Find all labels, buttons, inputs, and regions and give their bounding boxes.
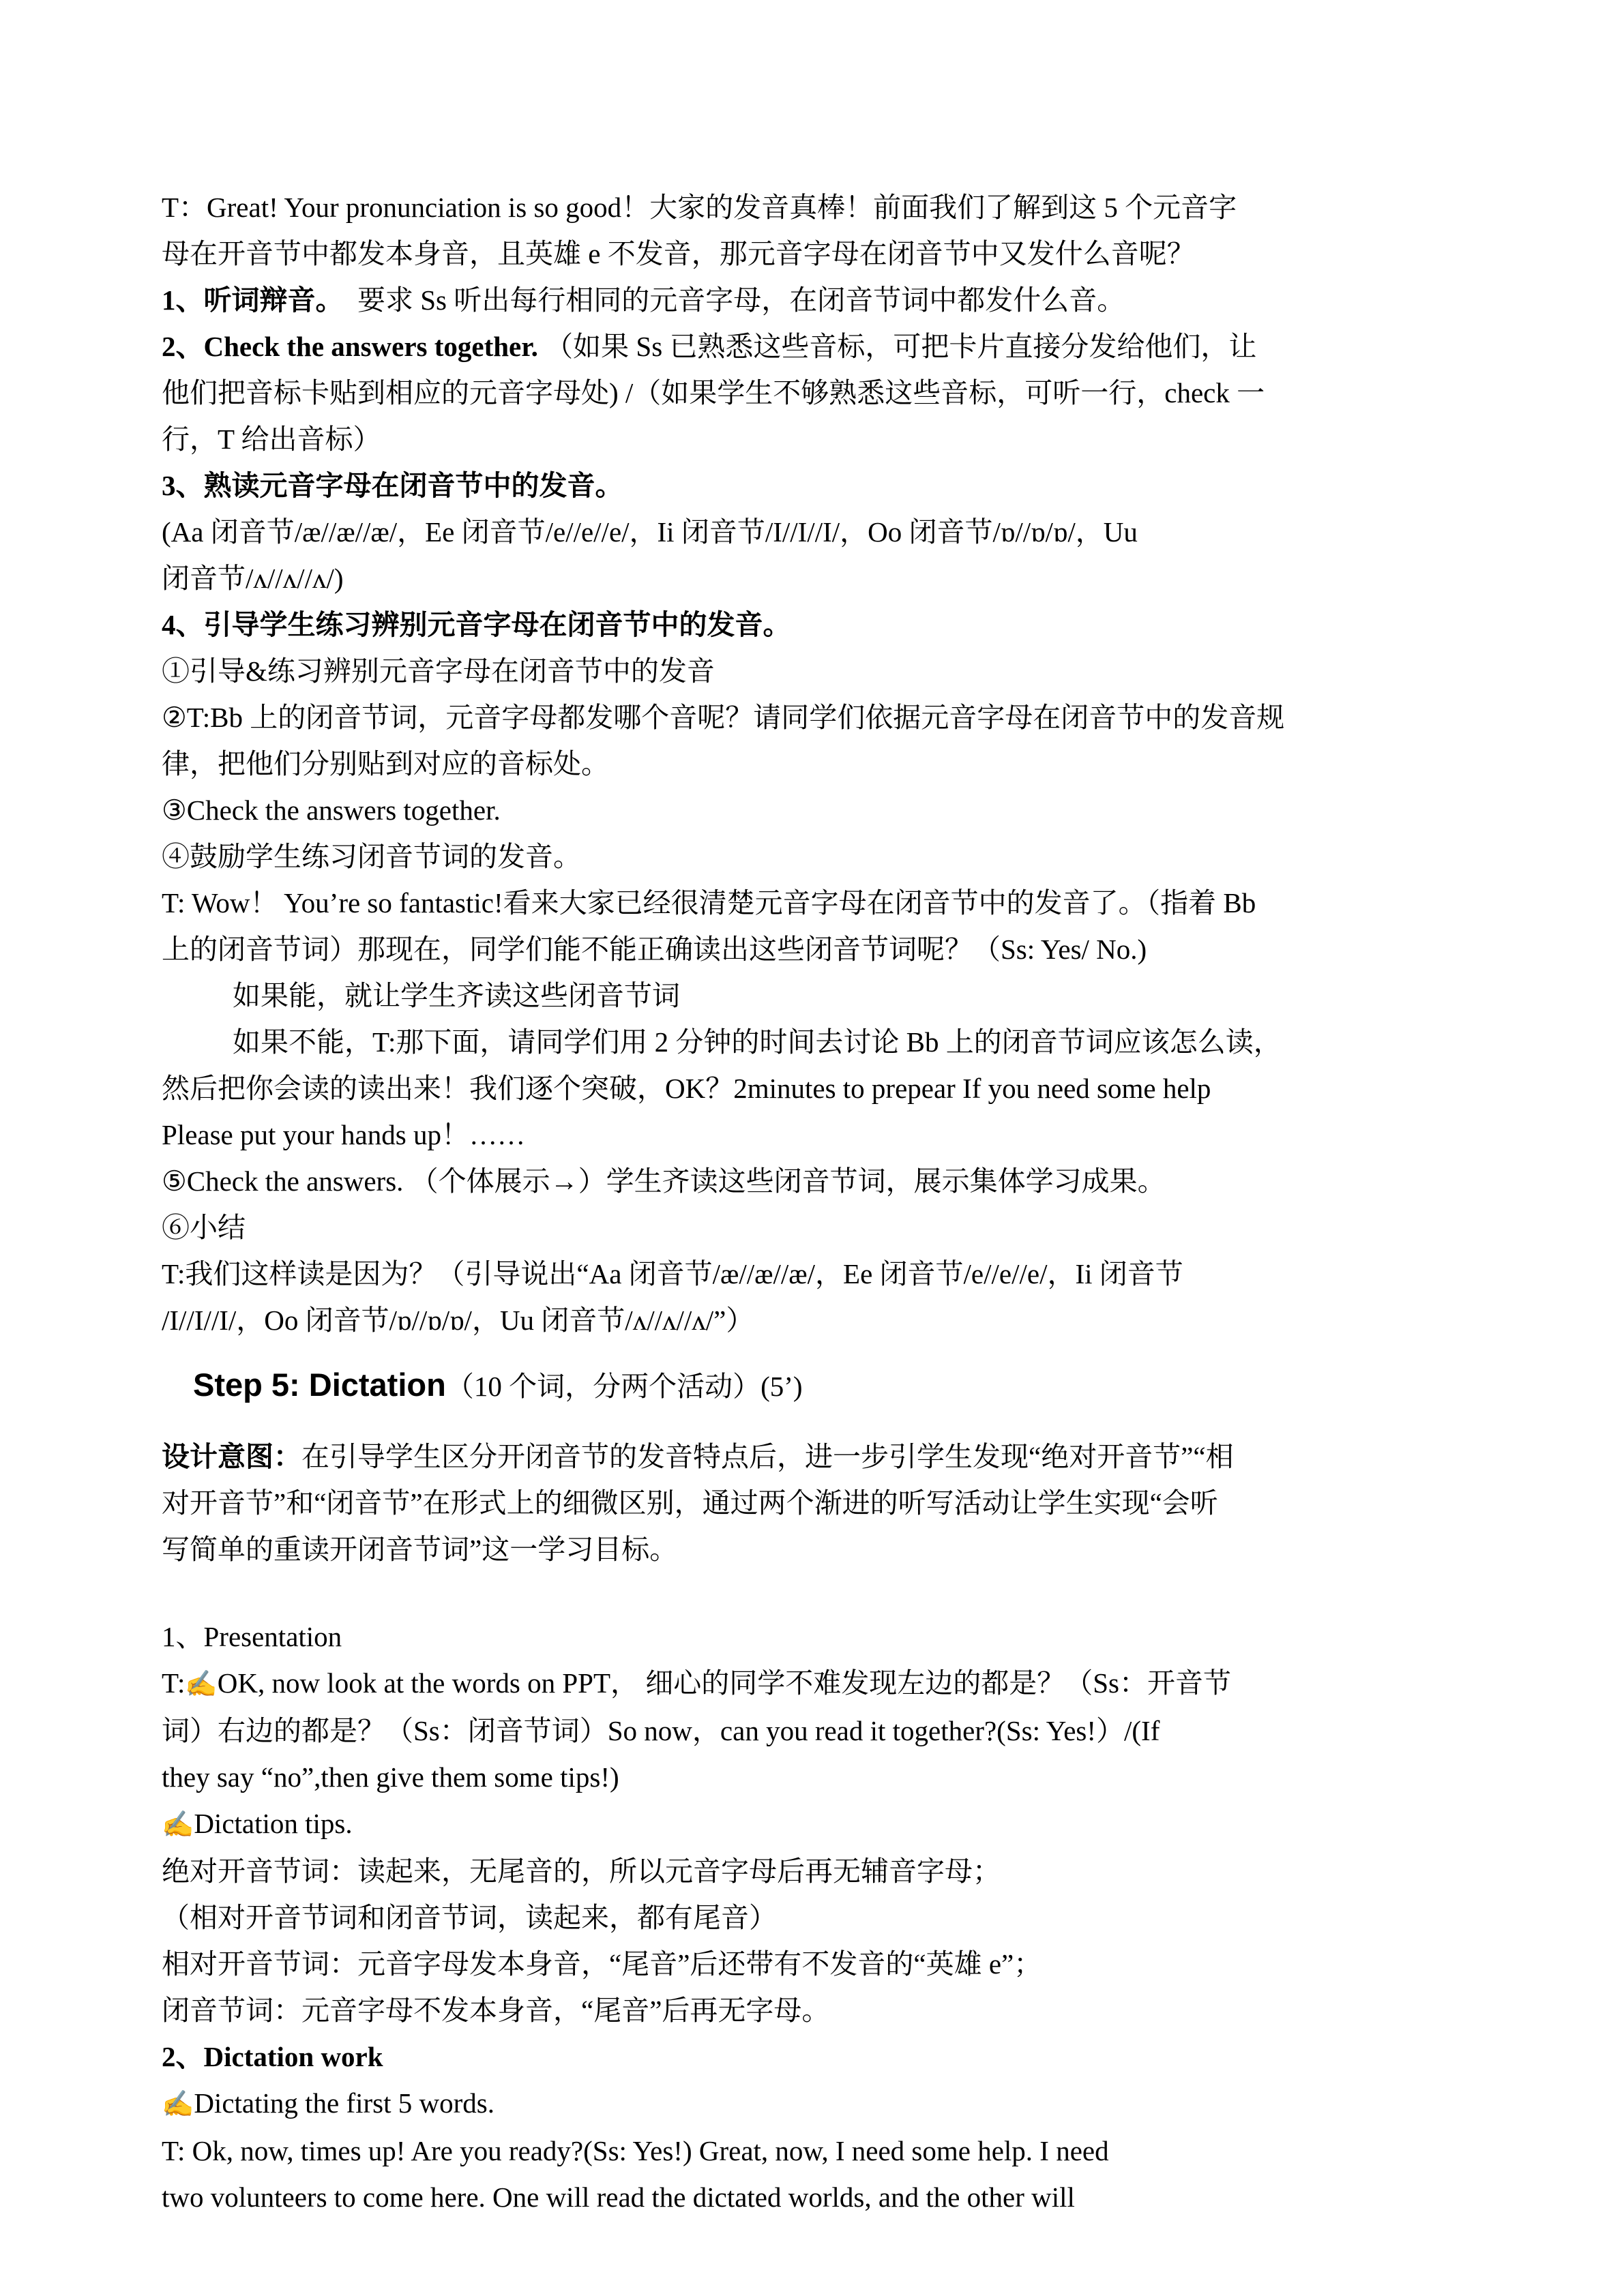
text-run: Dictation tips.: [194, 1808, 353, 1839]
text-line: [162, 880, 1508, 926]
text-line: [162, 833, 1508, 880]
text-line: [162, 1708, 1508, 1754]
text-line: [162, 1894, 1508, 1941]
text-run: (Aa 闭音节/æ//æ//æ/，Ee 闭音节/e//e//e/，Ii 闭音节/I//I//I/，Oo 闭音节/ɒ//ɒ/ɒ/，Uu: [162, 516, 1138, 548]
text-run: 要求 Ss 听出每行相同的元音字母，在闭音节词中都发什么音。: [343, 284, 1125, 316]
text-run: 他们把音标卡贴到相应的元音字母处) /（如果学生不够熟悉这些音标，可听一行，check 一: [162, 377, 1265, 408]
pen-icon: ✍: [162, 1810, 194, 1839]
step-5-heading: [162, 1356, 1508, 1416]
text-run: ⑥小结: [162, 1212, 246, 1243]
text-run: （10 个词，分两个活动）(5’): [445, 1371, 803, 1402]
text-run: 相对开音节词：元音字母发本身音，“尾音”后还带有不发音的“英雄 e”；: [162, 1948, 1042, 1980]
text-line: [162, 509, 1508, 555]
text-line: [162, 277, 1508, 323]
text-run: 绝对开音节词：读起来，无尾音的，所以元音字母后再无辅音字母；: [162, 1855, 1001, 1887]
text-line: [162, 787, 1508, 833]
text-line: [162, 1754, 1508, 1800]
text-line: [162, 926, 1508, 972]
text-line: [162, 1800, 1508, 1848]
text-run: （相对开音节词和闭音节词，读起来，都有尾音）: [162, 1902, 777, 1933]
text-run: Please put your hands up！……: [162, 1119, 525, 1150]
text-run: 4、引导学生练习辨别元音字母在闭音节中的发音。: [162, 609, 791, 640]
text-run: OK, now look at the words on PPT， 细心的同学不难发现左边的都是？（Ss：开音节: [217, 1667, 1232, 1699]
text-line: [162, 462, 1508, 509]
text-run: 1、Presentation: [162, 1621, 342, 1652]
text-line: [162, 1112, 1508, 1158]
text-run: 行，T 给出音标）: [162, 423, 381, 455]
text-run: 设计意图：: [162, 1441, 301, 1472]
text-run: 2、Check the answers together.: [162, 331, 538, 362]
text-line: [162, 1019, 1508, 1065]
text-run: 写简单的重读开闭音节词”这一学习目标。: [162, 1534, 678, 1565]
pen-icon: ✍: [162, 2090, 194, 2119]
text-run: 2、Dictation work: [162, 2041, 383, 2072]
text-run: 上的闭音节词）那现在，同学们能不能正确读出这些闭音节词呢？（Ss: Yes/ No.): [162, 934, 1147, 965]
text-run: ②T:Bb 上的闭音节词，元音字母都发哪个音呢？请同学们依据元音字母在闭音节中的发音规: [162, 702, 1285, 733]
text-line: [162, 230, 1508, 277]
text-run: 1、听词辩音。: [162, 284, 344, 316]
text-run: T: Ok, now, times up! Are you ready?(Ss: Yes!) Great, now, I need some help. I need: [162, 2135, 1109, 2166]
text-line: [162, 184, 1508, 230]
text-run: 律，把他们分别贴到对应的音标处。: [162, 748, 609, 779]
text-line: [162, 1158, 1508, 1204]
text-line: [162, 648, 1508, 694]
text-line: [162, 1480, 1508, 1526]
text-run: 对开音节”和“闭音节”在形式上的细微区别，通过两个渐进的听写活动让学生实现“会听: [162, 1487, 1218, 1519]
text-line: [162, 972, 1508, 1019]
text-line: [162, 741, 1508, 787]
text-line: [162, 1848, 1508, 1894]
text-line: [162, 1660, 1508, 1708]
text-run: T：Great! Your pronunciation is so good！大家的发音真棒！前面我们了解到这 5 个元音字: [162, 192, 1237, 223]
text-line: [162, 1987, 1508, 2033]
text-line: [162, 2033, 1508, 2080]
blank-line: [162, 1572, 1508, 1613]
text-run: 然后把你会读的读出来！我们逐个突破，OK？2minutes to prepear If you need some help: [162, 1073, 1211, 1104]
text-run: Dictating the first 5 words.: [194, 2087, 494, 2119]
text-run: 如果能，就让学生齐读这些闭音节词: [233, 980, 680, 1011]
text-run: 母在开音节中都发本身音，且英雄 e 不发音，那元音字母在闭音节中又发什么音呢？: [162, 238, 1195, 269]
text-line: [162, 2080, 1508, 2128]
text-run: they say “no”,then give them some tips!): [162, 1761, 619, 1793]
text-run: 如果不能，T:那下面，请同学们用 2 分钟的时间去讨论 Bb 上的闭音节词应该怎么读，: [233, 1026, 1282, 1058]
text-line: [162, 2128, 1508, 2174]
text-line: [162, 1433, 1508, 1480]
text-run: 词）右边的都是？（Ss：闭音节词）So now，can you read it together?(Ss: Yes!）/(If: [162, 1715, 1160, 1746]
text-line: [162, 1613, 1508, 1660]
text-line: [162, 1065, 1508, 1112]
text-line: [162, 1941, 1508, 1987]
text-run: ③Check the answers together.: [162, 794, 501, 826]
text-line: [162, 323, 1508, 370]
text-run: Step 5: Dictation: [193, 1367, 446, 1403]
text-line: [162, 1297, 1508, 1343]
text-line: [162, 1251, 1508, 1297]
text-run: T:: [162, 1667, 186, 1699]
text-line: [162, 1204, 1508, 1251]
pen-icon: ✍: [185, 1670, 218, 1699]
text-run: /I//I//I/，Oo 闭音节/ɒ//ɒ/ɒ/，Uu 闭音节/ʌ//ʌ//ʌ/”）: [162, 1304, 754, 1336]
text-run: two volunteers to come here. One will read the dictated worlds, and the other will: [162, 2181, 1075, 2213]
text-line: [162, 601, 1508, 648]
text-line: [162, 555, 1508, 601]
text-run: ⑤Check the answers. （个体展示→）学生齐读这些闭音节词，展示集体学习成果。: [162, 1165, 1166, 1197]
text-run: 3、熟读元音字母在闭音节中的发音。: [162, 470, 623, 501]
text-run: （如果 Ss 已熟悉这些音标，可把卡片直接分发给他们，让: [537, 331, 1257, 362]
text-run: ④鼓励学生练习闭音节词的发音。: [162, 841, 581, 872]
text-run: 在引导学生区分开闭音节的发音特点后，进一步引学生发现“绝对开音节”“相: [301, 1441, 1234, 1472]
document-body: [162, 184, 1508, 2220]
text-run: 闭音节词：元音字母不发本身音，“尾音”后再无字母。: [162, 1995, 830, 2026]
text-line: [162, 370, 1508, 416]
text-run: T: Wow！ You’re so fantastic!看来大家已经很清楚元音字母在闭音节中的发音了。（指着 Bb: [162, 887, 1256, 919]
text-line: [162, 694, 1508, 741]
text-run: 闭音节/ʌ//ʌ//ʌ/): [162, 563, 344, 594]
text-run: T:我们这样读是因为？（引导说出“Aa 闭音节/æ//æ//æ/，Ee 闭音节/e//e//e/，Ii 闭音节: [162, 1258, 1183, 1289]
text-line: [162, 1526, 1508, 1572]
text-line: [162, 416, 1508, 462]
text-run: ①引导&练习辨别元音字母在闭音节中的发音: [162, 655, 715, 687]
text-line: [162, 2174, 1508, 2220]
